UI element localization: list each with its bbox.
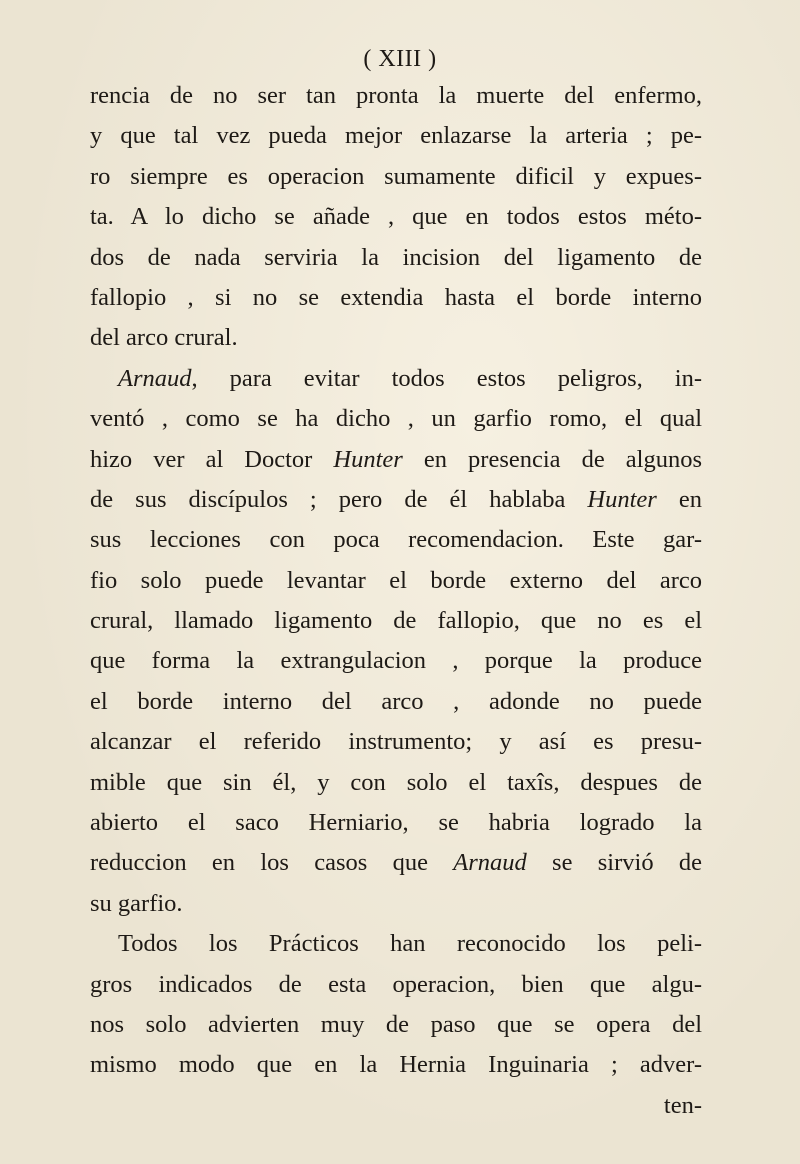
text-run: de sus discípulos ; pero de él hablaba <box>90 485 588 513</box>
italic-name: Arnaud <box>118 364 192 392</box>
text-line: y que tal vez pueda mejor enlazarse la arteria ; pe- <box>90 122 702 150</box>
text-line: que forma la extrangulacion , porque la produce <box>90 647 702 675</box>
text-line: ventó , como se ha dicho , un garfio romo, el qual <box>90 405 702 433</box>
text-line: sus lecciones con poca recomendacion. Este gar- <box>90 526 702 554</box>
text-line <box>90 480 702 520</box>
text-line: abierto el saco Herniario, se habria logrado la <box>90 809 702 837</box>
text-line: nos solo advierten muy de paso que se opera del <box>90 1010 702 1038</box>
italic-name: Hunter <box>587 485 657 513</box>
text-run: en <box>656 485 703 513</box>
text-line: mismo modo que en la Hernia Inguinaria ; adver- <box>90 1051 702 1079</box>
italic-name: Hunter <box>333 445 403 473</box>
text-run: en presencia de algunos <box>402 445 702 473</box>
text-line: ro siempre es operacion sumamente dificil y expues- <box>90 162 702 190</box>
text-line: gros indicados de esta operacion, bien que algu- <box>90 970 702 998</box>
text-line: fio solo puede levantar el borde externo del arco <box>90 566 702 594</box>
text-line <box>90 440 702 480</box>
body-text <box>90 76 702 1126</box>
text-run: , para evitar todos estos peligros, in- <box>191 364 702 392</box>
text-line: del arco crural. <box>90 324 238 352</box>
text-line: su garfio. <box>90 889 183 917</box>
text-line: Todos los Prácticos han reconocido los peli- <box>118 930 702 958</box>
text-run: se sirvió de <box>526 849 702 877</box>
page-number: ( XIII ) <box>363 46 437 72</box>
italic-name: Arnaud <box>453 849 527 877</box>
text-line <box>90 359 702 399</box>
text-line: rencia de no ser tan pronta la muerte del enfermo, <box>90 82 702 109</box>
text-line: mible que sin él, y con solo el taxîs, despues de <box>90 768 702 796</box>
text-line: alcanzar el referido instrumento; y así es presu- <box>90 728 702 756</box>
text-run: hizo ver al Doctor <box>90 445 334 473</box>
text-line <box>90 843 702 883</box>
catchword: ten- <box>663 1091 702 1119</box>
text-line: fallopio , si no se extendia hasta el borde interno <box>90 283 702 311</box>
text-line: ta. A lo dicho se añade , que en todos estos méto- <box>90 203 702 231</box>
text-line: el borde interno del arco , adonde no puede <box>90 687 702 715</box>
text-line: crural, llamado ligamento de fallopio, que no es el <box>90 607 702 635</box>
text-line: dos de nada serviria la incision del ligamento de <box>90 243 702 271</box>
text-run: reduccion en los casos que <box>90 849 454 877</box>
